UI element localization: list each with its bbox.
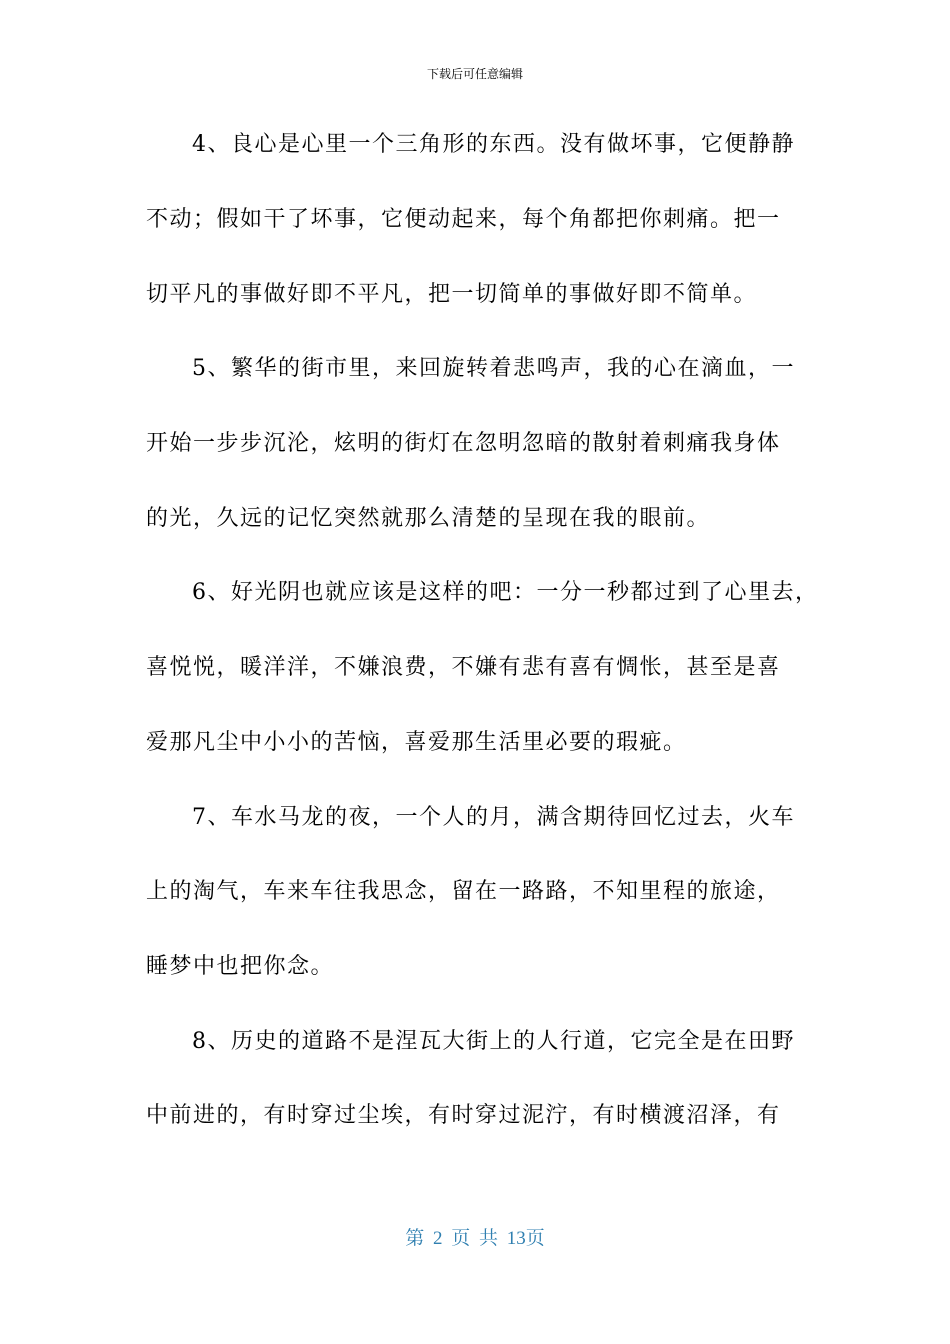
paragraph-7-line-2: 上的淘气，车来车往我思念，留在一路路，不知里程的旅途， [146,879,781,904]
paragraph-8-line-2: 中前进的，有时穿过尘埃，有时穿过泥泞，有时横渡沼泽，有 [146,1103,781,1128]
paragraph-5-line-3: 的光，久远的记忆突然就那么清楚的呈现在我的眼前。 [146,506,711,531]
paragraph-8-line-1: 8、历史的道路不是涅瓦大街上的人行道，它完全是在田野 [192,1029,795,1054]
paragraph-4-line-3: 切平凡的事做好即不平凡，把一切简单的事做好即不简单。 [146,282,758,307]
page-number-footer: 第 2 页 共 13页 [405,1228,545,1249]
paragraph-5-line-2: 开始一步步沉沦，炫明的街灯在忽明忽暗的散射着刺痛我身体 [146,431,781,456]
paragraph-7-line-3: 睡梦中也把你念。 [146,954,335,979]
paragraph-5-line-1: 5、繁华的街市里，来回旋转着悲鸣声，我的心在滴血，一 [192,356,795,381]
paragraph-7-line-1: 7、车水马龙的夜，一个人的月，满含期待回忆过去，火车 [192,805,795,830]
paragraph-4-line-2: 不动；假如干了坏事，它便动起来，每个角都把你刺痛。把一 [146,207,781,232]
paragraph-6-line-2: 喜悦悦，暖洋洋，不嫌浪费，不嫌有悲有喜有惆怅，甚至是喜 [146,655,781,680]
paragraph-4-line-1: 4、良心是心里一个三角形的东西。没有做坏事，它便静静 [192,132,795,157]
paragraph-6-line-3: 爱那凡尘中小小的苦恼，喜爱那生活里必要的瑕疵。 [146,730,687,755]
header-note: 下载后可任意编辑 [426,67,523,81]
paragraph-6-line-1: 6、好光阴也就应该是这样的吧：一分一秒都过到了心里去， [192,580,819,605]
